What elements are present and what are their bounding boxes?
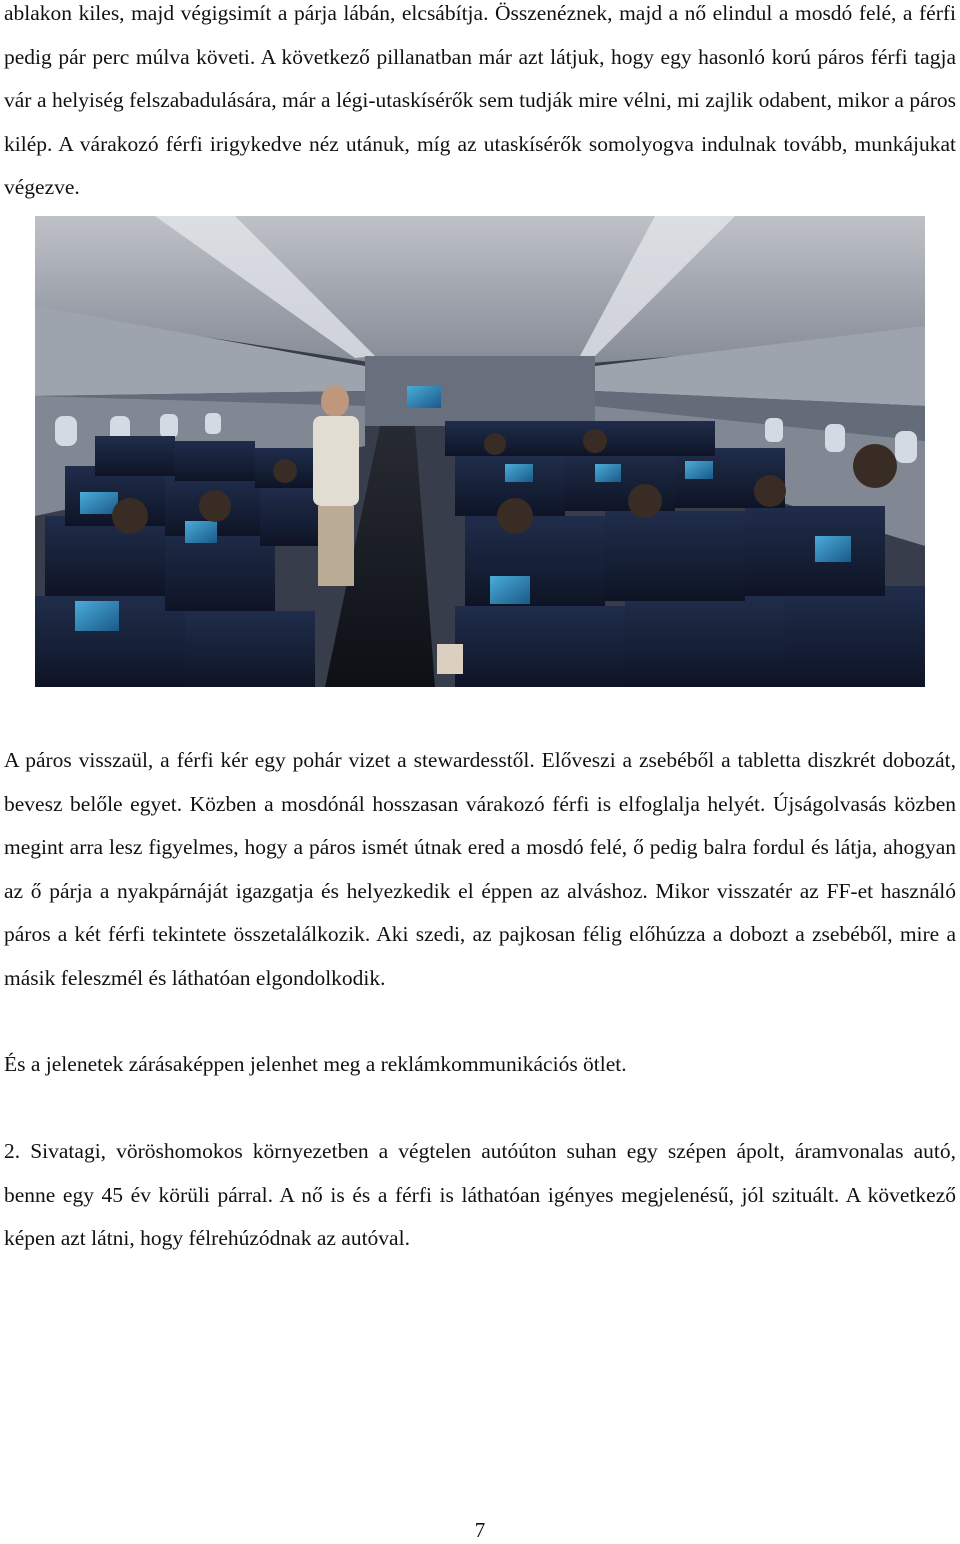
paragraph-3: És a jelenetek zárásaképpen jelenhet meg a reklámkommunikációs ötlet. [4, 1052, 627, 1076]
page-number: 7 [474, 1518, 486, 1542]
paragraph-2: A páros visszaül, a férfi kér egy pohár vizet a stewardesstől. Előveszi a zsebéből a tabletta diszkrét dobozát, bevesz belőle egyet. Közben a mosdónál hosszasan várakozó férfi is elfoglalja helyét. Újságolvasás közben megint arra lesz figyelmes, hogy a páros ismét útnak ered a mosdó felé, ő pedig balra fordul és látja, ahogyan az ő párja a nyakpárnáját igazgatja és helyezkedik el éppen az alváshoz. Mikor visszatér az FF-et használó páros a két férfi tekintete összetalálkozik. Aki szedi, az pajkosan félig előhúzza a dobozt a zsebéből, mire a másik feleszmél és láthatóan elgondolkodik. [4, 748, 956, 990]
airplane-cabin-photo [35, 216, 925, 687]
paragraph-1: ablakon kiles, majd végigsimít a párja lábán, elcsábítja. Összenéznek, majd a nő elindul a mosdó felé, a férfi pedig pár perc múlva követi. A következő pillanatban már azt látjuk, hogy egy hasonló korú páros férfi tagja vár a helyiség felszabadulására, már a légi-utaskísérők sem tudják mire vélni, mi zajlik odabent, mikor a páros kilép. A várakozó férfi irigykedve néz utánuk, míg az utaskísérők somolyogva indulnak tovább, munkájukat végezve. [4, 1, 956, 199]
paragraph-4: 2. Sivatagi, vöröshomokos környezetben a végtelen autóúton suhan egy szépen ápolt, áramvonalas autó, benne egy 45 év körüli párral. A nő is és a férfi is láthatóan igényes megjelenésű, jól szituált. A következő képen azt látni, hogy félrehúzódnak az autóval. [4, 1139, 956, 1250]
